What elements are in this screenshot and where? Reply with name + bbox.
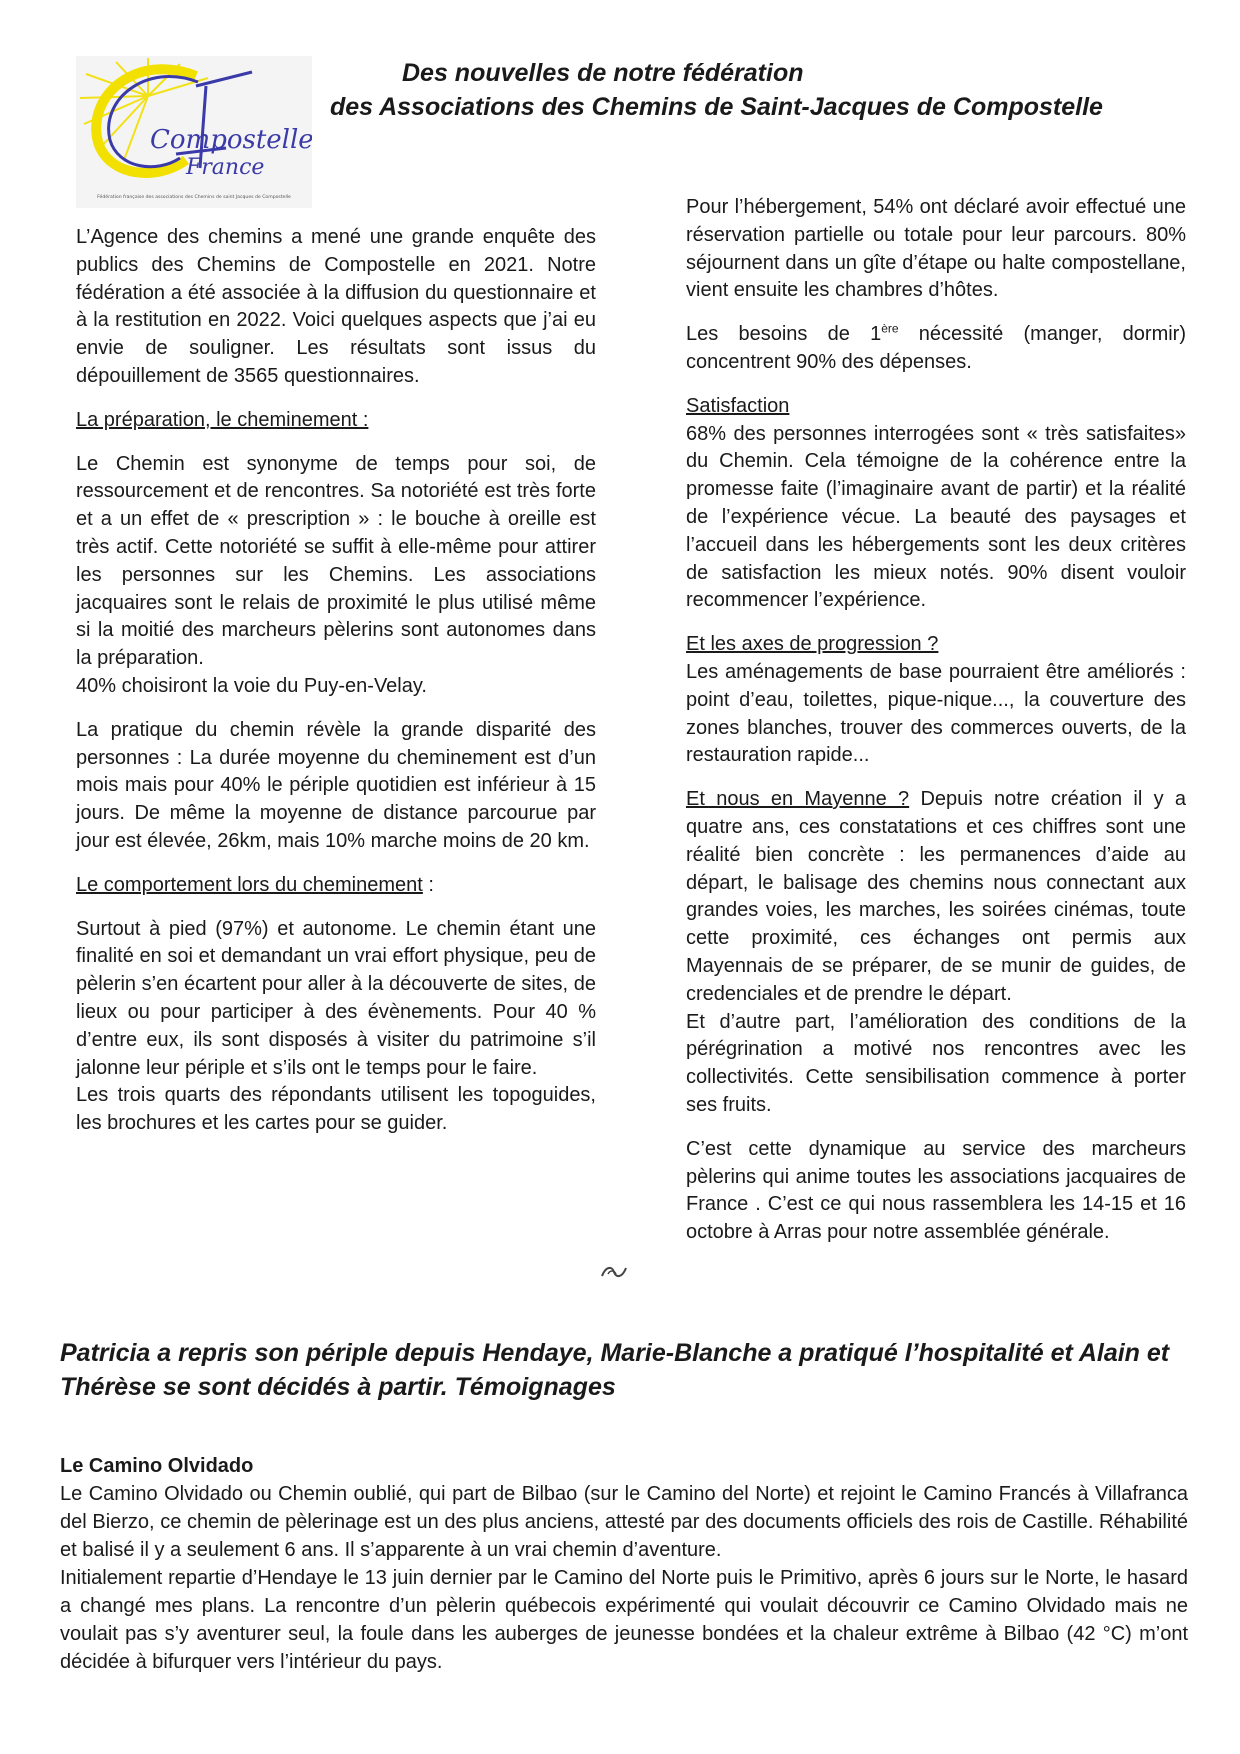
logo-word-2: France	[186, 155, 265, 180]
bottom-article	[60, 1452, 1188, 1676]
right-paragraph-5-line	[686, 786, 1186, 1008]
compostelle-france-logo	[76, 56, 312, 208]
right-heading-satisfaction: Satisfaction	[686, 394, 790, 417]
left-paragraph-2: Le Chemin est synonyme de temps pour soi, de ressourcement et de rencontres. Sa notoriété est très forte et a un effet de « prescription » : le bouche à oreille est très actif. Cette notoriété se suffit à elle-même pour attirer les personnes sur les Chemins. Les associations jacquaires sont le relais de proximité le plus utilisé même si la moitié des marcheurs pèlerins sont autonomes dans la préparation.	[76, 452, 596, 670]
left-paragraph-3: La pratique du chemin révèle la grande disparité des personnes : La durée moyenne du cheminement est d’un mois mais pour 40% le périple quotidien est inférieur à 15 jours. De même la moyenne de distance parcourue par jour est élevée, 26km, mais 10% marche moins de 20 km.	[76, 718, 596, 852]
right-column	[686, 194, 1186, 1263]
right-paragraph-6: Et d’autre part, l’amélioration des conditions de la pérégrination a motivé nos rencontres avec les collectivités. Cette sensibilisation commence à porter ses fruits.	[686, 1010, 1186, 1116]
right-paragraph-3: 68% des personnes interrogées sont « très satisfaites» du Chemin. Cela témoigne de la cohérence entre la promesse faite (l’imaginaire avant de partir) et la réalité de l’expérience vécue. La beauté des paysages et l’accueil dans les hébergements sont les deux critères de satisfaction les mieux notés. 90% disent vouloir recommencer l’expérience.	[686, 422, 1186, 612]
right-heading-mayenne: Et nous en Mayenne ?	[686, 788, 910, 811]
left-heading-comportement: Le comportement lors du cheminement	[76, 873, 423, 896]
bottom-paragraph-1: Le Camino Olvidado ou Chemin oublié, qui part de Bilbao (sur le Camino del Norte) et rejoint le Camino Francés à Villafranca del Bierzo, ce chemin de pèlerinage est un des plus anciens, attesté par des documents officiels des rois de Castille. Réhabilité et balisé il y a seulement 6 ans. Il s’apparente à un vrai chemin d’aventure.	[60, 1483, 1188, 1561]
left-heading-comportement-line	[76, 872, 596, 900]
left-paragraph-5: Les trois quarts des répondants utilisent les topoguides, les brochures et les cartes pour se guider.	[76, 1084, 596, 1135]
left-heading-preparation: La préparation, le cheminement :	[76, 408, 369, 431]
right-paragraph-7: C’est cette dynamique au service des marcheurs pèlerins qui anime toutes les associations jacquaires de France . C’est ce qui nous rassemblera les 14-15 et 16 octobre à Arras pour notre assemblée générale.	[686, 1137, 1186, 1244]
header-line-2: des Associations des Chemins de Saint-Jacques de Compostelle	[330, 93, 1103, 121]
logo-word-1: Compostelle	[150, 125, 312, 155]
left-paragraph-1: L’Agence des chemins a mené une grande enquête des publics des Chemins de Compostelle en 2021. Notre fédération a été associée à la diffusion du questionnaire et à la restitution en 2022. Voici quelques aspects que j’ai eu envie de souligner. Les résultats sont issus du dépouillement de 3565 questionnaires.	[76, 226, 596, 387]
bottom-subtitle: Le Camino Olvidado	[60, 1455, 254, 1477]
right-heading-progression: Et les axes de progression ?	[686, 633, 939, 656]
right-paragraph-4: Les aménagements de base pourraient être améliorés : point d’eau, toilettes, pique-nique..., la couverture des zones blanches, trouver des commerces ouverts, de la restauration rapide...	[686, 660, 1186, 767]
right-p2-pre: Les besoins de 1	[686, 323, 882, 346]
right-p2-sup: ère	[881, 321, 899, 336]
logo-caption: Fédération française des associations des Chemins de saint Jacques de Compostelle	[97, 195, 291, 200]
left-paragraph-4: Surtout à pied (97%) et autonome. Le chemin étant une finalité en soi et demandant un vrai effort physique, peu de pèlerin s’en écartent pour aller à la découverte de sites, de lieux ou pour participer à des évènements. Pour 40 % d’entre eux, ils sont disposés à visiter du patrimoine s’il jalonne leur périple et s’ils ont le temps pour le faire.	[76, 917, 596, 1079]
page-header	[330, 56, 1110, 124]
left-column	[76, 224, 596, 1154]
right-paragraph-5: Depuis notre création il y a quatre ans, ces constatations et ces chiffres sont une réalité bien concrète : les permanences d’aide au départ, le balisage des chemins nous connectant aux grandes voies, les marches, les soirées cinémas, toute cette proximité, ces échanges ont permis aux Mayennais de se préparer, de se munir de guides, de credenciales et de prendre le départ.	[686, 788, 1187, 1005]
bottom-paragraph-2: Initialement repartie d’Hendaye le 13 juin dernier par le Camino del Norte puis le Primitivo, après 6 jours sur le Norte, le hasard a changé mes plans. La rencontre d’un pèlerin québecois expérimenté qui voulait découvrir ce Camino Olvidado mais ne voulait pas s’y aventurer seul, la foule dans les auberges de jeunesse bondées et la chaleur extrême à Bilbao (42 °C) m’ont décidée à bifurquer vers l’intérieur du pays.	[60, 1567, 1188, 1673]
section-title: Patricia a repris son périple depuis Hendaye, Marie-Blanche a pratiqué l’hospitalité et Alain et Thérèse se sont décidés à partir. Témoignages	[60, 1339, 1170, 1401]
left-paragraph-2b: 40% choisiront la voie du Puy-en-Velay.	[76, 674, 427, 697]
right-p2-post: nécessité (manger, dormir) concentrent 90% des dépenses.	[686, 323, 1186, 373]
left-heading-comportement-tail: :	[422, 873, 434, 896]
right-paragraph-1: Pour l’hébergement, 54% ont déclaré avoir effectué une réservation partielle ou totale pour leur parcours. 80% séjournent dans un gîte d’étape ou halte compostellane, vient ensuite les chambres d’hôtes.	[686, 196, 1186, 302]
logo-graphic	[76, 56, 312, 208]
ornament-divider-icon	[600, 1262, 628, 1282]
right-paragraph-2	[686, 321, 1186, 377]
header-line-1: Des nouvelles de notre fédération	[402, 59, 804, 87]
